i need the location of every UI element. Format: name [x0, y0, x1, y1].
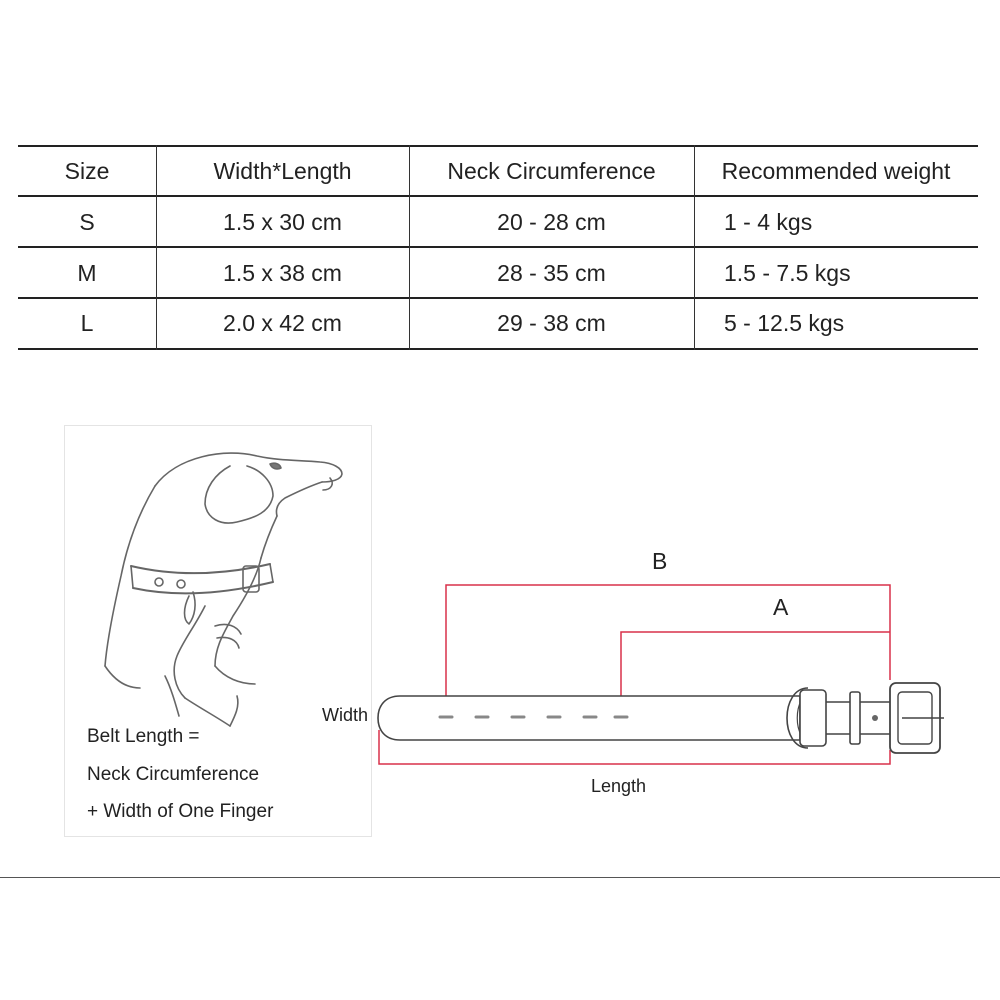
cell-neck-circumference: 20 - 28 cm	[497, 209, 606, 235]
cell-width-length: 1.5 x 30 cm	[223, 209, 342, 235]
label-b: B	[652, 548, 668, 574]
collar-keeper	[800, 690, 826, 746]
cell-width-length: 2.0 x 42 cm	[223, 310, 342, 336]
header-recommended-weight: Recommended weight	[721, 158, 951, 184]
collar-drawing	[310, 540, 970, 810]
size-table	[18, 145, 978, 350]
cell-recommended-weight: 5 - 12.5 kgs	[724, 310, 845, 336]
cell-size: S	[79, 209, 95, 235]
cell-neck-circumference: 29 - 38 cm	[497, 310, 606, 336]
label-a: A	[773, 594, 789, 620]
label-width: Width	[322, 705, 369, 725]
cell-recommended-weight: 1.5 - 7.5 kgs	[724, 260, 851, 286]
cell-size: M	[77, 260, 97, 286]
cell-recommended-weight: 1 - 4 kgs	[724, 209, 813, 235]
formula-line-finger-width: + Width of One Finger	[87, 801, 274, 822]
formula-line-neck-circumference: Neck Circumference	[87, 764, 260, 785]
cell-neck-circumference: 28 - 35 cm	[497, 260, 606, 286]
table-bottom-border	[18, 348, 978, 350]
header-neck-circumference: Neck Circumference	[447, 158, 656, 184]
cell-size: L	[80, 310, 94, 336]
header-width-length: Width*Length	[213, 158, 352, 184]
collar-diagram	[310, 540, 970, 810]
rivet-icon	[872, 715, 878, 721]
label-length: Length	[591, 776, 647, 796]
bottom-divider	[0, 877, 1000, 878]
cell-width-length: 1.5 x 38 cm	[223, 260, 342, 286]
header-size: Size	[64, 158, 110, 184]
formula-line-belt-length: Belt Length =	[87, 726, 200, 747]
